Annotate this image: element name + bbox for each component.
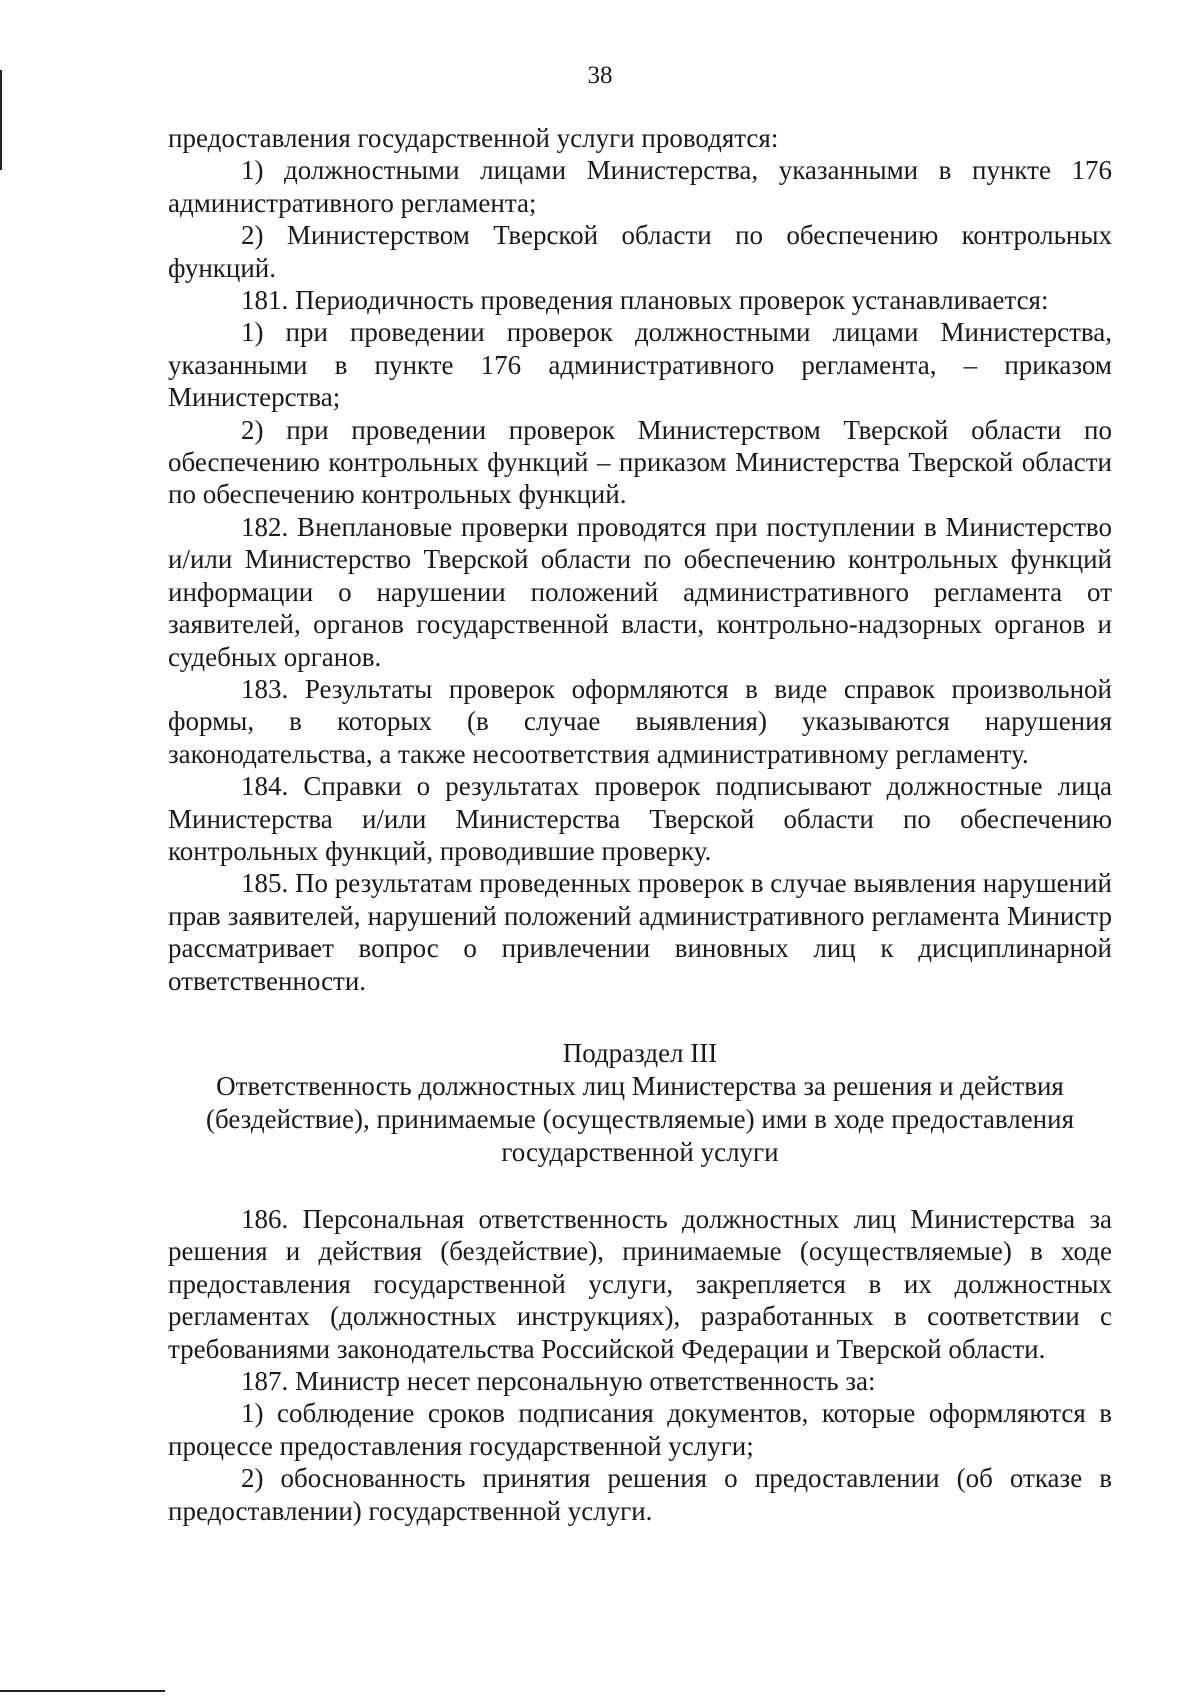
page-number: 38 [587,62,613,89]
paragraph: 186. Персональная ответственность должностных лиц Министерства за решения и действия (бездействие), принимаемые (осуществляемые) в ходе предоставления государственной услуги, закрепляется в их должностных регламентах (должностных инструкциях), разработанных в соответствии с требованиями законодательства Российской Федерации и Тверской области. [168,1204,1112,1364]
scan-edge-mark-bottom [0,1690,165,1692]
paragraph: 1) должностными лицами Министерства, указанными в пункте 176 административного регламента; [168,155,1112,218]
body-text-bottom [168,1203,1112,1527]
section-title-line: Ответственность должностных лиц Министерства за решения и действия [216,1071,1064,1101]
paragraph: 182. Внеплановые проверки проводятся при поступлении в Министерство и/или Министерство Тверской области по обеспечению контрольных функций информации о нарушении положений административного регламента от заявителей, органов государственной власти, контрольно-надзорных органов и судебных органов. [168,511,1112,672]
paragraph: предоставления государственной услуги проводятся: [168,123,779,153]
paragraph: 183. Результаты проверок оформляются в виде справок произвольной формы, в которых (в случае выявления) указываются нарушения законодательства, а также несоответствия административному регламенту. [168,673,1112,769]
paragraph: 1) при проведении проверок должностными лицами Министерства, указанными в пункте 176 административного регламента, – приказом Министерства; [168,317,1112,413]
section-title-line: государственной услуги [501,1137,779,1167]
paragraph: 2) при проведении проверок Министерством Тверской области по обеспечению контрольных функций – приказом Министерства Тверской области по обеспечению контрольных функций. [168,414,1112,510]
paragraph: 187. Министр несет персональную ответственность за: [241,1366,876,1397]
paragraph: 1) соблюдение сроков подписания документов, которые оформляются в процессе предоставления государственной услуги; [168,1398,1112,1461]
subsection-label: Подраздел III [562,1038,718,1068]
body-text-top [168,122,1112,997]
paragraph: 181. Периодичность проведения плановых проверок устанавливается: [241,285,1049,316]
paragraph: 185. По результатам проведенных проверок в случае выявления нарушений прав заявителей, нарушений положений административного регламента Министр рассматривает вопрос о привлечении виновных лиц к дисциплинарной ответственности. [168,868,1112,996]
paragraph: 2) обоснованность принятия решения о предоставлении (об отказе в предоставлении) государственной услуги. [168,1463,1112,1526]
paragraph: 184. Справки о результатах проверок подписывают должностные лица Министерства и/или Министерства Тверской области по обеспечению контрольных функций, проводившие проверку. [168,771,1112,866]
section-heading [160,1037,1120,1169]
paragraph: 2) Министерством Тверской области по обеспечению контрольных функций. [168,220,1112,283]
section-title-line: (бездействие), принимаемые (осуществляемые) ими в ходе предоставления [205,1104,1074,1134]
